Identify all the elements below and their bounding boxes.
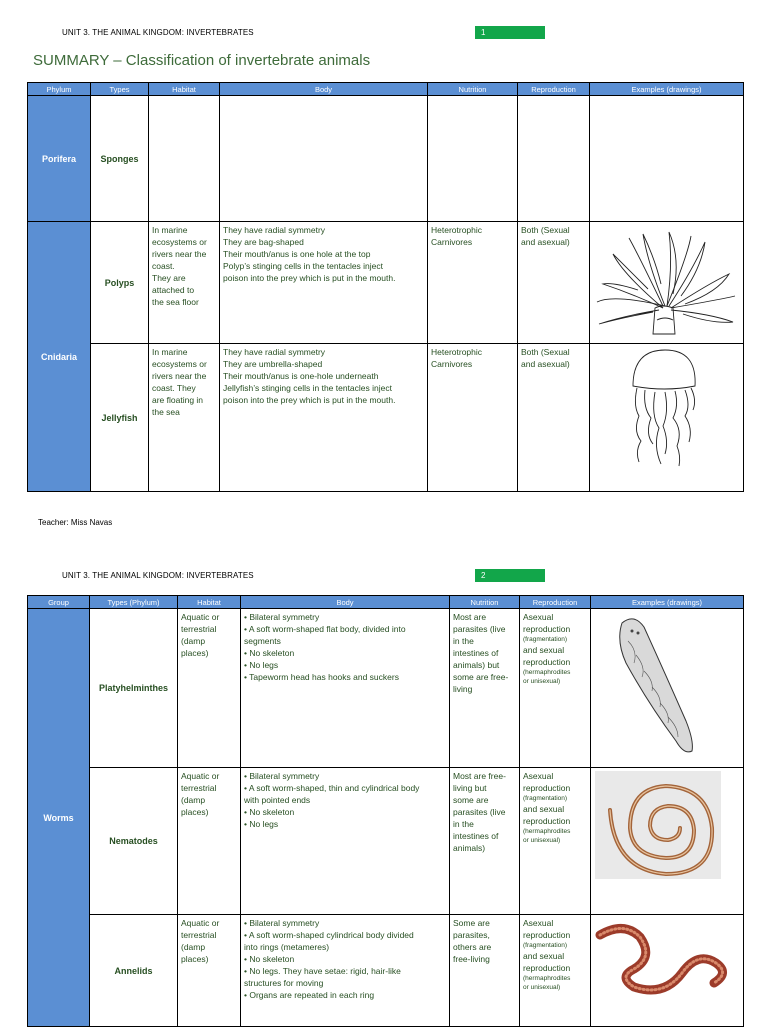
reproduction-cell: Asexual reproduction (fragmentation) and sexual reproduction (hermaphrodites or unisexual) [520, 915, 591, 1027]
type-jellyfish: Jellyfish [91, 344, 149, 492]
header-types: Types [91, 83, 149, 96]
unit-title: UNIT 3. THE ANIMAL KINGDOM: INVERTEBRATES [62, 28, 254, 37]
group-worms: Worms [28, 609, 90, 1027]
nutrition-cell: Most are free- living but some are parasites (live in the intestines of animals) [450, 768, 520, 915]
type-polyps: Polyps [91, 222, 149, 344]
unit-title: UNIT 3. THE ANIMAL KINGDOM: INVERTEBRATES [62, 571, 254, 580]
header-habitat: Habitat [149, 83, 220, 96]
reproduction-cell: Asexual reproduction (fragmentation) and sexual reproduction (hermaphrodites or unisexual) [520, 609, 591, 768]
table-row-porifera [28, 96, 744, 222]
nutrition-cell [428, 96, 518, 222]
classification-table-2 [27, 595, 744, 1027]
header-types-phylum: Types (Phylum) [90, 596, 178, 609]
table-row-annelids [28, 915, 744, 1027]
roundworm-photo-icon [594, 770, 740, 882]
table-row-polyps [28, 222, 744, 344]
examples-cell [590, 344, 744, 492]
body-cell: • Bilateral symmetry • A soft worm-shaped, thin and cylindrical body with pointed ends • No skeleton • No legs [241, 768, 450, 915]
table-row-platyhelminthes [28, 609, 744, 768]
type-platyhelminthes: Platyhelminthes [90, 609, 178, 768]
reproduction-cell [518, 96, 590, 222]
page-heading: SUMMARY – Classification of invertebrate animals [33, 52, 371, 69]
header-body: Body [241, 596, 450, 609]
page-number-badge: 2 [475, 569, 545, 582]
table-header-row [28, 596, 744, 609]
body-cell: They have radial symmetry They are bag-shaped Their mouth/anus is one hole at the top Polyp’s stinging cells in the tentacles inject poison into the prey which is put in the mouth. [220, 222, 428, 344]
header-group: Group [28, 596, 90, 609]
type-annelids: Annelids [90, 915, 178, 1027]
phylum-porifera: Porifera [28, 96, 91, 222]
habitat-cell: Aquatic or terrestrial (damp places) [178, 915, 241, 1027]
phylum-cnidaria: Cnidaria [28, 222, 91, 492]
table-row-jellyfish [28, 344, 744, 492]
header-nutrition: Nutrition [450, 596, 520, 609]
header-nutrition: Nutrition [428, 83, 518, 96]
header-reproduction: Reproduction [520, 596, 591, 609]
examples-cell [591, 768, 744, 915]
flatworm-drawing-icon [594, 611, 740, 761]
type-sponges: Sponges [91, 96, 149, 222]
examples-cell [590, 96, 744, 222]
header-habitat: Habitat [178, 596, 241, 609]
body-cell: • Bilateral symmetry • A soft worm-shaped flat body, divided into segments • No skeleton • No legs • Tapeworm head has hooks and suckers [241, 609, 450, 768]
jellyfish-drawing-icon [593, 346, 739, 468]
nutrition-cell: Some are parasites, others are free-living [450, 915, 520, 1027]
page-number-badge: 1 [475, 26, 545, 39]
teacher-name: Teacher: Miss Navas [38, 518, 113, 527]
earthworm-photo-icon [594, 917, 740, 997]
type-nematodes: Nematodes [90, 768, 178, 915]
header-phylum: Phylum [28, 83, 91, 96]
body-cell [220, 96, 428, 222]
nutrition-cell: Heterotrophic Carnivores [428, 344, 518, 492]
habitat-cell: In marine ecosystems or rivers near the coast. They are attached to the sea floor [149, 222, 220, 344]
examples-cell [591, 915, 744, 1027]
habitat-cell: In marine ecosystems or rivers near the coast. They are floating in the sea [149, 344, 220, 492]
header-examples: Examples (drawings) [590, 83, 744, 96]
table-row-nematodes [28, 768, 744, 915]
sea-anemone-drawing-icon [593, 224, 739, 336]
examples-cell [590, 222, 744, 344]
header-examples: Examples (drawings) [591, 596, 744, 609]
header-body: Body [220, 83, 428, 96]
nutrition-cell: Heterotrophic Carnivores [428, 222, 518, 344]
habitat-cell: Aquatic or terrestrial (damp places) [178, 768, 241, 915]
examples-cell [591, 609, 744, 768]
body-cell: • Bilateral symmetry • A soft worm-shaped cylindrical body divided into rings (metameres) • No skeleton • No legs. They have setae: rigid, hair-like structures for moving • Organs are repeated in each ring [241, 915, 450, 1027]
reproduction-cell: Asexual reproduction (fragmentation) and sexual reproduction (hermaphrodites or unisexual) [520, 768, 591, 915]
habitat-cell: Aquatic or terrestrial (damp places) [178, 609, 241, 768]
header-reproduction: Reproduction [518, 83, 590, 96]
reproduction-cell: Both (Sexual and asexual) [518, 344, 590, 492]
body-cell: They have radial symmetry They are umbrella-shaped Their mouth/anus is one-hole underneath Jellyfish’s stinging cells in the tentacles inject poison into the prey which is put in the mouth. [220, 344, 428, 492]
reproduction-cell: Both (Sexual and asexual) [518, 222, 590, 344]
habitat-cell [149, 96, 220, 222]
table-header-row [28, 83, 744, 96]
classification-table-1 [27, 82, 744, 492]
nutrition-cell: Most are parasites (live in the intestines of animals) but some are free- living [450, 609, 520, 768]
